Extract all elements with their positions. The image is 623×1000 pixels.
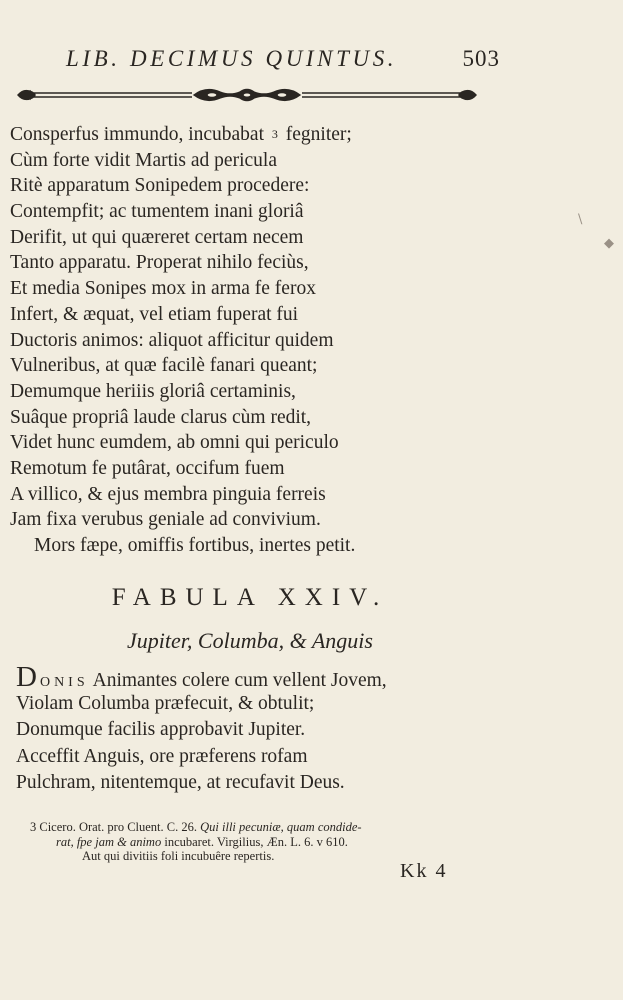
footnote-text: incubaret. Virgilius, Æn. L. 6. v 610. bbox=[164, 834, 348, 849]
fable-heading: FABULA XXIV. bbox=[111, 584, 389, 611]
verse-line: Derifit, ut qui quæreret certam necem bbox=[10, 226, 304, 248]
verse-line: Contempfit; ac tumentem inani gloriâ bbox=[10, 201, 304, 223]
verse-line: Ritè apparatum Sonipedem procedere: bbox=[10, 175, 310, 197]
footnote-row bbox=[30, 835, 510, 850]
drop-cap: D bbox=[16, 661, 37, 693]
footnote-text: 3 Cicero. Orat. pro Cluent. C. 26. bbox=[30, 820, 197, 834]
verse-block bbox=[10, 122, 430, 559]
verse-line bbox=[10, 122, 430, 148]
footnote bbox=[30, 820, 510, 864]
fable-line: Violam Columba præfecuit, & obtulit; bbox=[16, 692, 315, 714]
fable-line-text: Animantes colere cum vellent Jovem, bbox=[92, 670, 387, 691]
paper-speck: \ bbox=[578, 212, 583, 227]
signature-mark: Kk 4 bbox=[400, 860, 448, 882]
footnote-reference: 3 bbox=[271, 127, 278, 141]
page-header bbox=[60, 46, 500, 76]
paper-speck: ◆ bbox=[604, 236, 614, 251]
verse-line: Vulneribus, at quæ facilè fanari queant; bbox=[10, 355, 318, 377]
ornament-rule bbox=[16, 84, 478, 106]
verse-line: Jam fixa verubus geniale ad convivium. bbox=[10, 509, 321, 531]
footnote-row bbox=[30, 820, 510, 835]
footnote-row: Aut qui divitiis foli incubuêre repertis. bbox=[82, 849, 275, 863]
verse-line: Cùm forte vidit Martis ad pericula bbox=[10, 149, 277, 171]
verse-line-text: Consperfus immundo, incubabat bbox=[10, 124, 265, 145]
verse-line: Demumque heriiis gloriâ certaminis, bbox=[10, 380, 296, 402]
fable-subtitle: Jupiter, Columba, & Anguis bbox=[127, 628, 373, 653]
verse-line: Ductoris animos: aliquot afficitur quidem bbox=[10, 329, 334, 351]
verse-line: A villico, & ejus membra pinguia ferreis bbox=[10, 483, 326, 505]
verse-line: Remotum fe putârat, occifum fuem bbox=[10, 457, 285, 479]
verse-line: Suâque propriâ laude clarus cùm redit, bbox=[10, 406, 312, 428]
fable-line: Donumque facilis approbavit Jupiter. bbox=[16, 719, 306, 740]
footnote-quote: rat, fpe jam & animo bbox=[56, 834, 162, 849]
small-caps-word: onis bbox=[39, 670, 89, 691]
fable-text bbox=[16, 661, 456, 797]
fable-first-line bbox=[16, 661, 456, 693]
verse-line: Videt hunc eumdem, ab omni qui periculo bbox=[10, 432, 339, 454]
verse-line: Et media Sonipes mox in arma fe ferox bbox=[10, 278, 316, 300]
running-head: LIB. DECIMUS QUINTUS. bbox=[66, 46, 398, 71]
page-number: 503 bbox=[462, 46, 500, 71]
verse-line: Infert, & æquat, vel etiam fuperat fui bbox=[10, 303, 299, 325]
verse-line: Mors fæpe, omiffis fortibus, inertes petit. bbox=[34, 535, 356, 556]
verse-line-end: fegniter; bbox=[285, 124, 352, 145]
fable-line: Acceffit Anguis, ore præferens rofam bbox=[16, 745, 308, 767]
verse-line: Tanto apparatu. Properat nihilo feciùs, bbox=[10, 252, 309, 274]
footnote-quote: Qui illi pecuniæ, quam condide- bbox=[200, 820, 362, 834]
fable-line: Pulchram, nitentemque, at recufavit Deus. bbox=[16, 772, 345, 793]
